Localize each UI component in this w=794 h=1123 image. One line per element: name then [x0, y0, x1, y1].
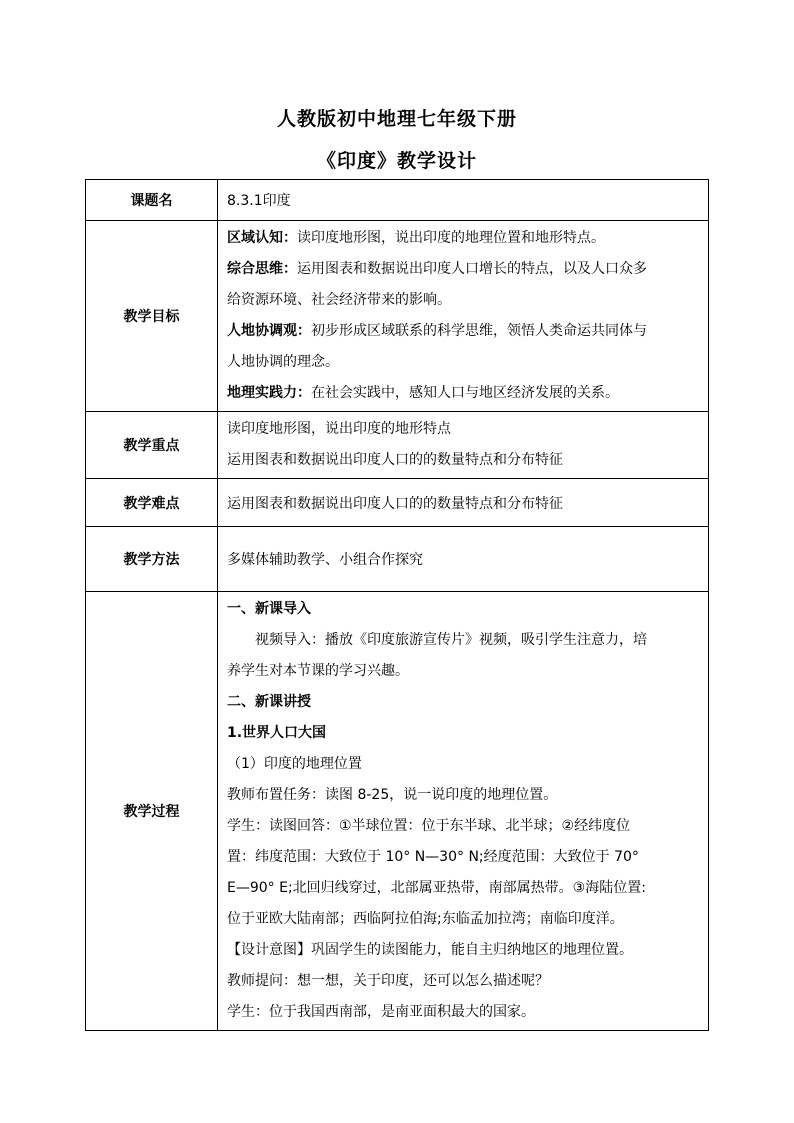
- document-subtitle: 《印度》教学设计: [316, 150, 477, 172]
- subsection-heading: 1.世界人口大国: [227, 725, 327, 741]
- process-label: 教学过程: [86, 592, 218, 1031]
- goal-key: 区域认知：: [227, 230, 297, 246]
- methods-row: [86, 527, 709, 592]
- goal-item: [227, 316, 702, 347]
- key-point-line: 运用图表和数据说出印度人口的的数量特点和分布特征: [227, 452, 563, 468]
- process-line: 视频导入：播放《印度旅游宣传片》视频，吸引学生注意力，培: [255, 632, 647, 648]
- process-row: [86, 592, 709, 1031]
- process-content: [218, 592, 709, 1031]
- process-line: 教师提问：想一想，关于印度，还可以怎么描述呢？: [227, 973, 549, 989]
- methods-content: 多媒体辅助教学、小组合作探究: [218, 527, 709, 592]
- process-line: E—90° E;北回归线穿过，北部属亚热带，南部属热带。③海陆位置:: [227, 880, 646, 896]
- process-line: 学生：读图回答：①半球位置：位于东半球、北半球；②经纬度位: [227, 818, 631, 834]
- difficulties-content: 运用图表和数据说出印度人口的的数量特点和分布特征: [218, 479, 709, 527]
- process-line: 学生：位于我国西南部，是南亚面积最大的国家。: [227, 1004, 535, 1020]
- goal-item: [227, 378, 702, 409]
- goals-row: [86, 221, 709, 412]
- methods-label: 教学方法: [86, 527, 218, 592]
- goal-item: [227, 254, 702, 285]
- key-points-label: 教学重点: [86, 412, 218, 479]
- document-title: 人教版初中地理七年级下册: [276, 108, 517, 130]
- goals-label: 教学目标: [86, 221, 218, 412]
- section-heading: 一、新课导入: [227, 601, 311, 617]
- goal-key: 人地协调观：: [227, 323, 311, 339]
- goal-item: [227, 223, 702, 254]
- topic-row: [86, 180, 709, 221]
- process-line: 位于亚欧大陆南部；西临阿拉伯海;东临孟加拉湾；南临印度洋。: [227, 911, 624, 927]
- process-line: 置：纬度范围：大致位于 10° N—30° N;经度范围：大致位于 70°: [227, 849, 639, 865]
- goal-text-cont: 给资源环境、社会经济带来的影响。: [227, 292, 451, 308]
- goal-key: 地理实践力：: [227, 385, 311, 401]
- goal-text: 初步形成区域联系的科学思维，领悟人类命运共同体与: [311, 323, 647, 339]
- topic-label: 课题名: [86, 180, 218, 221]
- goal-text-cont: 人地协调的理念。: [227, 354, 339, 370]
- process-line: （1）印度的地理位置: [227, 756, 362, 772]
- goals-content: [218, 221, 709, 412]
- process-line: 教师布置任务：读图 8-25，说一说印度的地理位置。: [227, 787, 558, 803]
- difficulties-label: 教学难点: [86, 479, 218, 527]
- goal-text: 在社会实践中，感知人口与地区经济发展的关系。: [311, 385, 619, 401]
- goal-text: 读印度地形图，说出印度的地理位置和地形特点。: [297, 230, 605, 246]
- key-points-content: [218, 412, 709, 479]
- goal-key: 综合思维：: [227, 261, 297, 277]
- goal-text: 运用图表和数据说出印度人口增长的特点，以及人口众多: [297, 261, 647, 277]
- section-heading: 二、新课讲授: [227, 694, 311, 710]
- topic-value: 8.3.1印度: [218, 180, 709, 221]
- process-line: 养学生对本节课的学习兴趣。: [227, 663, 409, 679]
- lesson-plan-table: [85, 179, 709, 1031]
- key-points-row: [86, 412, 709, 479]
- difficulties-row: [86, 479, 709, 527]
- process-line: 【设计意图】巩固学生的读图能力，能自主归纳地区的地理位置。: [227, 942, 633, 958]
- key-point-line: 读印度地形图，说出印度的地形特点: [227, 421, 451, 437]
